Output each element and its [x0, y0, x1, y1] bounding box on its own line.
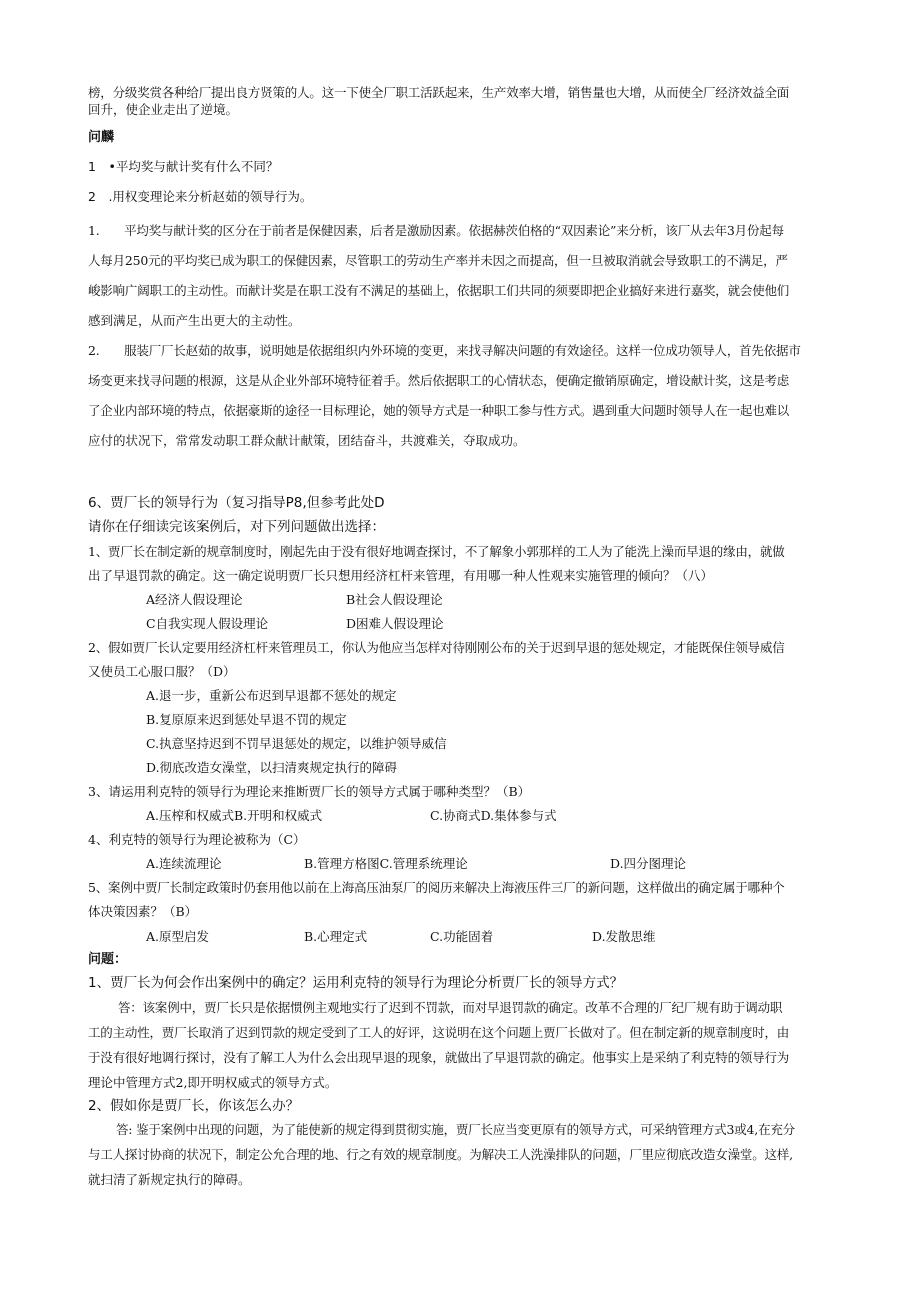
- mc-option: B.管理方格图C.管理系统理论: [304, 856, 468, 871]
- mc-option: B.复原原来迟到惩处早退不罚的规定: [146, 712, 347, 727]
- mc-question-4: 4、利克特的领导行为理论被称为（C）: [88, 832, 306, 847]
- answer-1-line: 人每月250元的平均奖已成为职工的保健因素，尽管职工的劳动生产率并未因之而提高，但一旦被取消就会导致职工的不满足，严: [88, 253, 788, 268]
- answer-2-line: 应付的状况下，常常发动职工群众献计献策，团结奋斗，共渡难关，夺取成功。: [88, 433, 526, 448]
- section-heading: 问麟: [88, 130, 115, 145]
- discussion-answer-line: 答: 鉴于案例中出现的问题，为了能使新的规定得到贯彻实施，贾厂长应当变更原有的领导方式，可采纳管理方式3或4,在充分: [116, 1122, 795, 1137]
- question-1: 1 •平均奖与献计奖有什么不同？: [88, 159, 279, 174]
- mc-question-3: 3、请运用利克特的领导行为理论来推断贾厂长的领导方式属于哪种类型？（B）: [88, 784, 531, 799]
- discussion-answer-line: 与工人探讨协商的状况下，制定公允合理的地、行之有效的规章制度。为解决工人洗澡排队的问题，厂里应彻底改造女澡堂。这样,: [88, 1147, 793, 1162]
- mc-option: A.压榨和权威式B.开明和权威式: [146, 808, 323, 823]
- intro-line: 回升，使企业走出了逆境。: [88, 102, 239, 117]
- mc-question-2: 又使员工心服口服？（D）: [88, 664, 236, 679]
- mc-option: D困难人假设理论: [346, 616, 444, 631]
- answer-1-line: 感到满足，从而产生出更大的主动性。: [88, 313, 301, 328]
- answer-1-line: 峻影响广阔职工的主动性。而献计奖是在职工没有不满足的基础上，依据职工们共同的须要即把企业搞好来进行嘉奖，就会使他们: [88, 283, 790, 298]
- question-2: 2 .用权变理论来分析赵茹的领导行为。: [88, 189, 313, 204]
- mc-question-5: 5、案例中贾厂长制定政策时仍套用他以前在上海高压油泵厂的阅历来解决上海液压件三厂的新问题，这样做出的确定属于哪种个: [88, 880, 785, 895]
- mc-option: A.原型启发: [146, 929, 210, 944]
- discussion-question-1: 1、贾厂长为何会作出案例中的确定？运用利克特的领导行为理论分析贾厂长的领导方式？: [88, 975, 624, 991]
- mc-option: B.心理定式: [304, 929, 368, 944]
- answer-2-line: 2. 服装厂厂长赵茹的故事，说明她是依据组织内外环境的变更，来找寻解决问题的有效途径。这样一位成功领导人，首先依据市: [88, 343, 801, 358]
- mc-option: A.连续流理论: [146, 856, 222, 871]
- answer-1-line: 1. 平均奖与献计奖的区分在于前者是保健因素，后者是激励因素。依据赫茨伯格的“双因素论”来分析，该厂从去年3月份起每: [88, 223, 784, 238]
- discussion-answer-line: 工的主动性，贾厂长取消了迟到罚款的规定受到了工人的好评，这说明在这个问题上贾厂长做对了。但在制定新的规章制度时，由: [88, 1025, 790, 1040]
- mc-option: C.执意坚持迟到不罚早退惩处的规定，以维护领导威信: [146, 736, 447, 751]
- mc-question-1: 出了早退罚款的确定。这一确定说明贾厂长只想用经济杠杆来管理，有用哪一种人性观来实施管理的倾向？（八）: [88, 568, 714, 583]
- mc-option: A经济人假设理论: [146, 592, 243, 607]
- answer-2-line: 了企业内部环境的特点，依据豪斯的途径一目标理论，她的领导方式是一种职工参与性方式。遇到重大问题时领导人在一起也难以: [88, 403, 790, 418]
- mc-option: D.彻底改造女澡堂，以扫清爽规定执行的障碍: [146, 760, 398, 775]
- case-title: 6、贾厂长的领导行为（复习指导P8,但参考此处D: [88, 495, 385, 511]
- answer-2-line: 场变更来找寻问题的根源，这是从企业外部环境特征着手。然后依据职工的心情状态，便确定撤销原确定，增设献计奖，这是考虑: [88, 373, 790, 388]
- mc-question-2: 2、假如贾厂长认定要用经济杠杆来管理员工，你认为他应当怎样对待刚刚公布的关于迟到早退的惩处规定，才能既保住领导威信: [88, 640, 785, 655]
- mc-question-5: 体决策因素？（B）: [88, 904, 198, 919]
- discussion-answer-line: 就扫清了新规定执行的障碍。: [88, 1172, 251, 1187]
- mc-question-1: 1、贾厂长在制定新的规章制度时，刚起先由于没有很好地调查探讨，不了解象小郭那样的工人为了能洗上澡而早退的缘由，就做: [88, 544, 785, 559]
- mc-option: D.发散思维: [592, 929, 656, 944]
- intro-line: 榜，分级奖赏各种给厂提出良方贤策的人。这一下使全厂职工活跃起来，生产效率大增，销售量也大增，从而使全厂经济效益全面: [88, 85, 790, 100]
- mc-option: C自我实现人假设理论: [146, 616, 269, 631]
- discussion-answer-line: 答：该案例中，贾厂长只是依据惯例主观地实行了迟到不罚款，而对早退罚款的确定。改革不合理的厂纪厂规有助于调动职: [118, 1000, 783, 1015]
- mc-option: D.四分图理论: [610, 856, 687, 871]
- discussion-answer-line: 理论中管理方式2,即开明权威式的领导方式。: [88, 1075, 338, 1090]
- mc-option: C.功能固着: [430, 929, 494, 944]
- discussion-question-2: 2、假如你是贾厂长，你该怎么办？: [88, 1098, 300, 1114]
- mc-option: C.协商式D.集体参与式: [430, 808, 557, 823]
- mc-option: B社会人假设理论: [346, 592, 443, 607]
- case-instruction: 请你在仔细读完该案例后，对下列问题做出选择：: [88, 519, 385, 535]
- discussion-answer-line: 于没有很好地调行探讨，没有了解工人为什么会出现早退的现象，就做出了早退罚款的确定。他事实上是采纳了利克特的领导行为: [88, 1050, 790, 1065]
- section-heading: 问题：: [88, 952, 128, 967]
- mc-option: A.退一步，重新公布迟到早退都不惩处的规定: [146, 688, 397, 703]
